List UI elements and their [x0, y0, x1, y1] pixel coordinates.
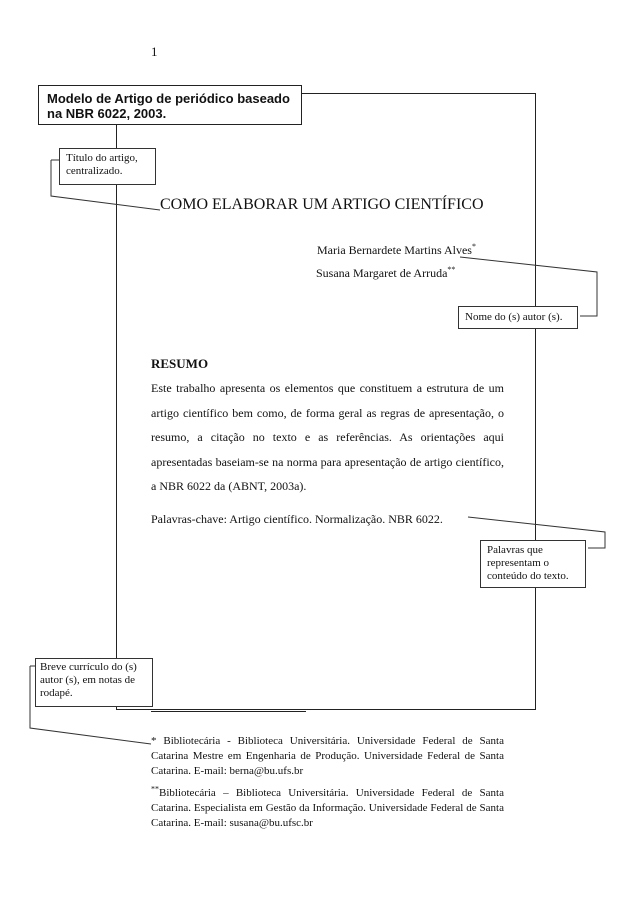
callout-author-note: Nome do (s) autor (s).	[458, 306, 578, 329]
article-title: COMO ELABORAR UM ARTIGO CIENTÍFICO	[160, 196, 484, 213]
abstract-heading: RESUMO	[151, 356, 209, 371]
model-label-box: Modelo de Artigo de periódico baseado na NBR 6022, 2003.	[38, 85, 302, 125]
footnote	[151, 786, 504, 831]
footnote	[151, 734, 504, 779]
footnote-text: Bibliotecária – Biblioteca Universitária. Universidade Federal de Santa Catarina. Especialista em Gestão da Informação. Universidade Federal de Santa Catarina. E-mail: susana@bu.ufsc.br	[151, 787, 504, 829]
author-name	[316, 266, 455, 281]
keywords-line: Palavras-chave: Artigo científico. Normalização. NBR 6022.	[151, 512, 443, 526]
page-number: 1	[151, 44, 158, 59]
abstract-text: Este trabalho apresenta os elementos que constituem a estrutura de um artigo científico bem como, de forma geral as regras de apresentação, o resumo, a citação no texto e as referências. As orientações aqui apresentadas baseiam-se na norma para apresentação de artigo científico, a NBR 6022 da (ABNT, 2003a).	[151, 381, 504, 493]
author-name-text: Susana Margaret de Arruda	[316, 266, 448, 280]
author-name-text: Maria Bernardete Martins Alves	[317, 243, 472, 257]
author-footnote-mark: *	[471, 242, 476, 251]
callout-keywords-note: Palavras que representam o conteúdo do texto.	[480, 540, 586, 588]
footnote-text: Bibliotecária - Biblioteca Universitária. Universidade Federal de Santa Catarina Mestre em Engenharia de Produção. Universidade Federal de Santa Catarina. E-mail: berna@bu.ufs.br	[151, 735, 504, 777]
footnote-mark: *	[151, 735, 157, 747]
callout-cv-note: Breve currículo do (s) autor (s), em notas de rodapé.	[35, 658, 153, 707]
author-name	[317, 243, 476, 258]
footnote-mark: **	[151, 784, 159, 794]
author-footnote-mark: **	[447, 265, 456, 274]
callout-title-note: Título do artigo, centralizado.	[59, 148, 156, 185]
footnote-separator	[151, 711, 306, 712]
